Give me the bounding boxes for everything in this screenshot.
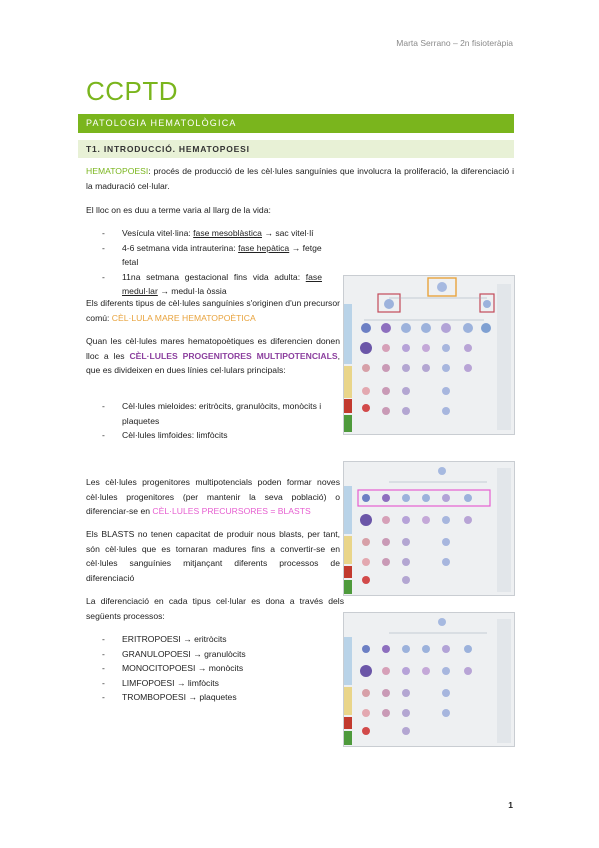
list-item: - MONOCITOPOESI → monòcits	[86, 661, 344, 676]
paragraph-precursor: Els diferents tipus de cèl·lules sanguínies s'originen d'un precursor comú: CÈL·LULA MARE HEMATOPOÈTICA	[86, 298, 340, 323]
paragraph-hematopoesi	[86, 164, 514, 193]
header-author: Marta Serrano – 2n fisioteràpia	[396, 38, 513, 48]
list-item: - 11na setmana gestacional fins vida adulta: fase medul·lar → medul·la òssia	[86, 270, 322, 299]
paragraph-blasts: Les cèl·lules progenitores multipotencials poden formar noves cèl·lules progenitores (per mantenir la seva població) o diferenciar-se en CÈL·LULES PRECURSORES = BLASTS	[86, 477, 340, 517]
definition-text: : procés de producció de les cèl·lules sanguínies que involucra la proliferació, la diferenciació i la maduració cel·lular.	[86, 166, 514, 191]
subsection-heading: T1. INTRODUCCIÓ. HEMATOPOESI	[78, 140, 514, 158]
paragraph-progenitors: Quan les cèl·lules mares hematopoètiques es diferencien donen lloc a les CÈL·LULES PROGENITORES MULTIPOTENCIALS, que es divideixen en dues línies cel·lulars principals:	[86, 336, 340, 376]
page-number: 1	[508, 800, 513, 810]
hematopoiesis-diagram-2	[343, 461, 515, 596]
list-item: - Vesícula vitel·lina: fase mesoblàstica → sac vitel·lí	[86, 226, 322, 241]
section-heading: PATOLOGIA HEMATOLÒGICA	[78, 114, 514, 133]
term-hematopoesi: HEMATOPOESI	[86, 166, 149, 176]
list-item: - Cèl·lules mieloides: eritròcits, granulòcits, monòcits i plaquetes	[86, 399, 348, 428]
list-item: - TROMBOPOESI → plaquetes	[86, 690, 344, 705]
paragraph-lloc: El lloc on es duu a terme varia al llarg de la vida:	[86, 205, 271, 215]
hematopoiesis-diagram-1	[343, 275, 515, 435]
list-item: - Cèl·lules limfoides: limfòcits	[86, 428, 348, 443]
list-lineages	[86, 399, 348, 443]
list-item: - 4-6 setmana vida intrauterina: fase hepàtica → fetge fetal	[86, 241, 322, 270]
list-item: - LIMFOPOESI → limfòcits	[86, 676, 344, 691]
highlight-blasts: CÈL·LULES PRECURSORES = BLASTS	[152, 506, 311, 517]
document-title: CCPTD	[86, 76, 179, 106]
paragraph-blasts-detail: Els BLASTS no tenen capacitat de produir nous blasts, per tant, són cèl·lules que es tornaran madures fins a convertir-se en cèl·lules sanguínies mitjançant diferents processos de diferenciació	[86, 529, 340, 583]
highlight-stem-cell: CÈL·LULA MARE HEMATOPOÈTICA	[111, 312, 256, 323]
list-processes	[86, 632, 344, 705]
paragraph-processes: La diferenciació en cada tipus cel·lular es dona a través dels següents processos:	[86, 596, 344, 621]
list-item: - GRANULOPOESI → granulòcits	[86, 647, 344, 662]
hematopoiesis-diagram-3	[343, 612, 515, 747]
list-item: - ERITROPOESI → eritròcits	[86, 632, 344, 647]
list-phases	[86, 226, 322, 299]
highlight-progenitors: CÈL·LULES PROGENITORES MULTIPOTENCIALS	[129, 350, 338, 361]
